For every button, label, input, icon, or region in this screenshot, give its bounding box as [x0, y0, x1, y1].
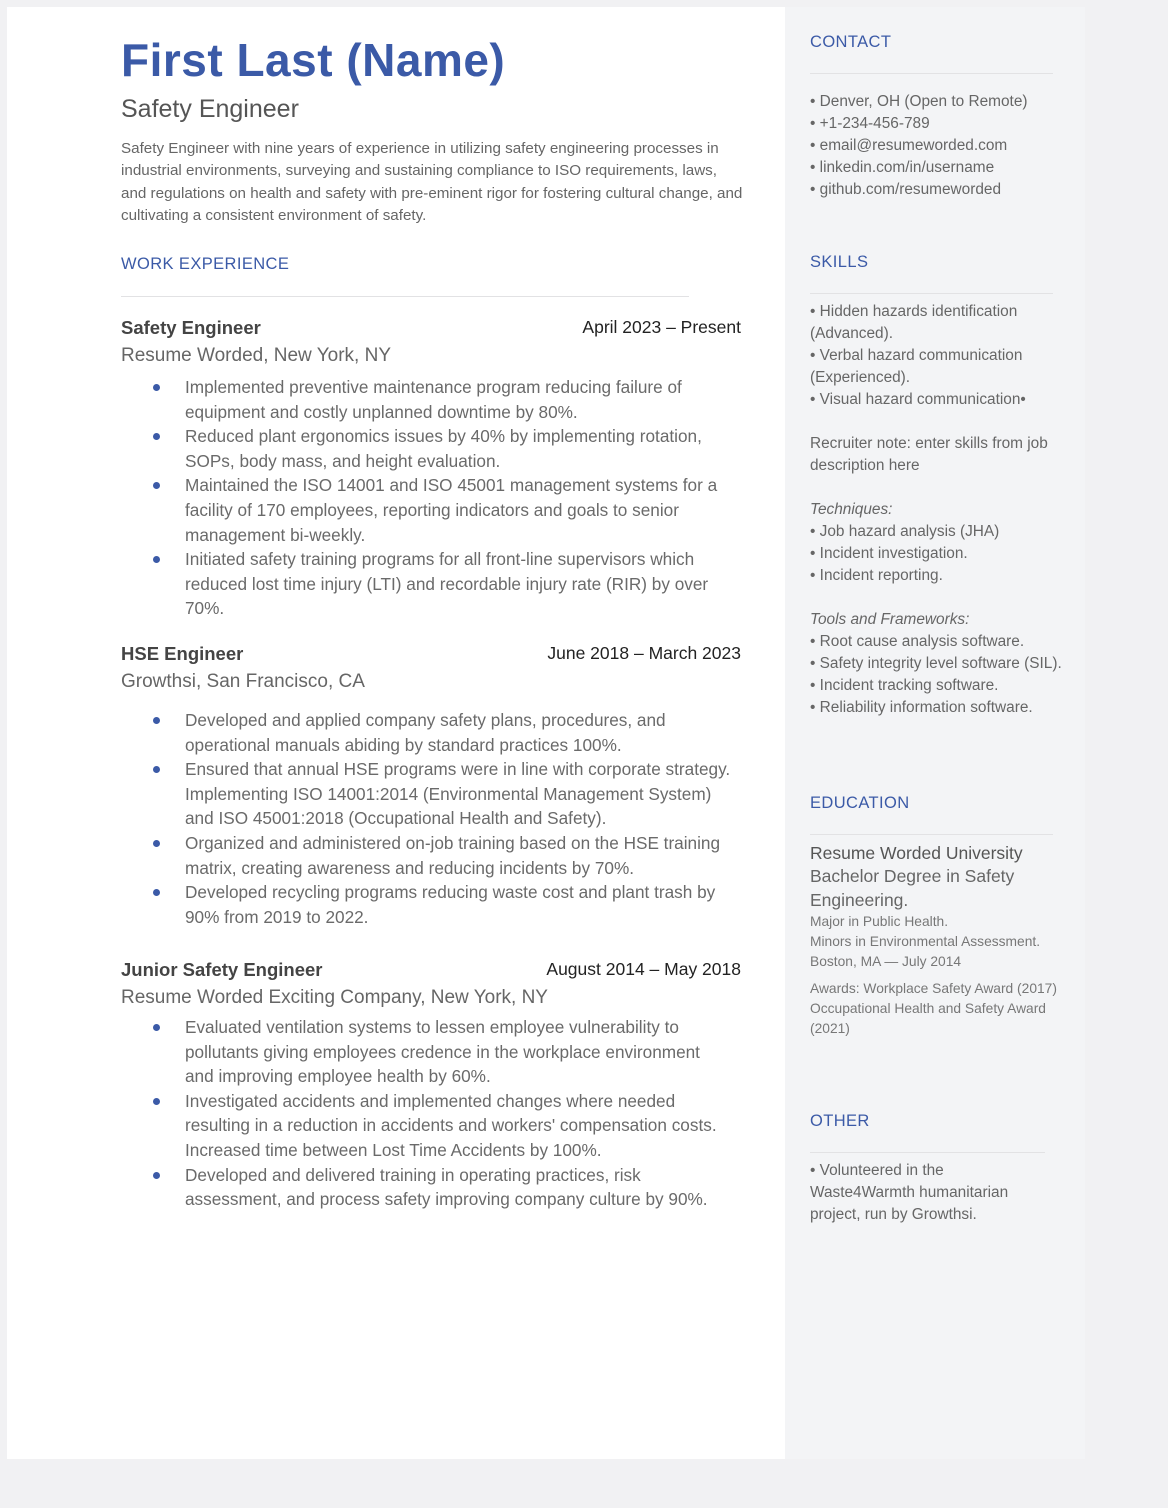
- bullet-text: Implemented preventive maintenance program reducing failure of equipment and costly unplanned downtime by 80%.: [185, 377, 682, 422]
- skills-list: [810, 301, 1065, 719]
- contact-phone: • +1-234-456-789: [810, 115, 930, 132]
- education-detail: Major in Public Health.: [810, 914, 949, 929]
- bullet-dot: [153, 717, 160, 724]
- bullet-dot: [153, 482, 160, 489]
- list-item: [121, 757, 741, 831]
- candidate-role: Safety Engineer: [121, 95, 299, 123]
- bullet-text: Ensured that annual HSE programs were in line with corporate strategy. Implementing ISO 14001:2014 (Environmental Management System) and ISO 45001:2018 (Occupational Health and Safety).: [185, 759, 731, 829]
- list-item: [121, 547, 741, 621]
- education-award: Awards: Workplace Safety Award (2017): [810, 981, 1057, 996]
- education-university: Resume Worded University: [810, 843, 1023, 863]
- job-bullets: [121, 375, 741, 621]
- bullet-dot: [153, 433, 160, 440]
- job-title: Safety Engineer: [121, 317, 261, 338]
- list-item: • Root cause analysis software.: [810, 633, 1025, 650]
- bullet-dot: [153, 840, 160, 847]
- contact-location: • Denver, OH (Open to Remote): [810, 93, 1028, 110]
- list-item: [121, 1015, 741, 1089]
- job-bullets: [121, 1015, 741, 1212]
- list-item: • Hidden hazards identification (Advanced).: [810, 303, 1018, 342]
- other-heading: OTHER: [810, 1112, 870, 1130]
- bullet-text: Organized and administered on-job training based on the HSE training matrix, creating awareness and reducing incidents by 70%.: [185, 832, 721, 878]
- job-title: HSE Engineer: [121, 643, 244, 664]
- list-item: • Incident reporting.: [810, 567, 943, 584]
- bullet-text: Developed and delivered training in operating practices, risk assessment, and process safety improving company culture by 90%.: [185, 1164, 708, 1210]
- bullet-text: Developed and applied company safety plans, procedures, and operational manuals abiding by standard practices 100%.: [185, 710, 666, 755]
- section-divider: [810, 73, 1053, 74]
- list-item: [121, 473, 741, 547]
- contact-heading: CONTACT: [810, 33, 892, 51]
- list-item: • Safety integrity level software (SIL).: [810, 655, 1062, 672]
- recruiter-note: Recruiter note: enter skills from job description here: [810, 435, 1048, 474]
- section-divider: [810, 293, 1053, 294]
- list-item: [121, 1089, 741, 1163]
- bullet-dot: [153, 1172, 160, 1179]
- contact-email[interactable]: • email@resumeworded.com: [810, 137, 1008, 154]
- job-dates: August 2014 – May 2018: [546, 959, 741, 979]
- skills-heading: SKILLS: [810, 253, 869, 271]
- job-title: Junior Safety Engineer: [121, 959, 323, 980]
- resume-page: [7, 7, 1085, 1459]
- bullet-text: Reduced plant ergonomics issues by 40% by implementing rotation, SOPs, body mass, and height evaluation.: [185, 426, 702, 471]
- sidebar: [785, 7, 1085, 1459]
- list-item: [121, 424, 741, 473]
- bullet-text: Investigated accidents and implemented changes where needed resulting in a reduction in accidents and workers' compensation costs. Increased time between Lost Time Accidents by 100%.: [185, 1090, 717, 1160]
- list-item: [121, 831, 741, 880]
- job-entry: [121, 959, 741, 1212]
- job-bullets: [121, 708, 741, 929]
- contact-linkedin[interactable]: • linkedin.com/in/username: [810, 159, 995, 176]
- tools-label: Tools and Frameworks:: [810, 611, 970, 628]
- education-degree: Bachelor Degree in Safety Engineering.: [810, 866, 1015, 910]
- list-item: • Visual hazard communication•: [810, 391, 1026, 408]
- contact-github[interactable]: • github.com/resumeworded: [810, 181, 1002, 198]
- other-list: [810, 1160, 1035, 1226]
- list-item: • Reliability information software.: [810, 699, 1033, 716]
- job-entry: [121, 317, 741, 621]
- job-company: Resume Worded, New York, NY: [121, 345, 391, 366]
- job-company: Resume Worded Exciting Company, New York, NY: [121, 987, 548, 1008]
- job-company: Growthsi, San Francisco, CA: [121, 671, 365, 692]
- education-detail: Minors in Environmental Assessment.: [810, 934, 1041, 949]
- bullet-dot: [153, 766, 160, 773]
- list-item: [121, 375, 741, 424]
- bullet-dot: [153, 384, 160, 391]
- list-item: [121, 1163, 741, 1212]
- job-dates: June 2018 – March 2023: [547, 643, 741, 663]
- section-divider: [810, 1152, 1045, 1153]
- list-item: • Incident investigation.: [810, 545, 968, 562]
- candidate-name: First Last (Name): [121, 34, 506, 86]
- bullet-dot: [153, 889, 160, 896]
- education-award: Occupational Health and Safety Award (2021): [810, 1001, 1046, 1036]
- bullet-text: Initiated safety training programs for all front-line supervisors which reduced lost time injury (LTI) and recordable injury rate (RIR) by over 70%.: [185, 549, 709, 619]
- job-dates: April 2023 – Present: [582, 317, 741, 337]
- list-item: [121, 708, 741, 757]
- list-item: • Volunteered in the Waste4Warmth humanitarian project, run by Growthsi.: [810, 1162, 1009, 1223]
- education-heading: EDUCATION: [810, 794, 910, 812]
- techniques-label: Techniques:: [810, 501, 893, 518]
- bullet-text: Developed recycling programs reducing waste cost and plant trash by 90% from 2019 to 2022.: [185, 882, 716, 927]
- contact-list: [810, 91, 1065, 201]
- summary-paragraph: Safety Engineer with nine years of experience in utilizing safety engineering processes in industrial environments, surveying and sustaining compliance to ISO requirements, laws, and regulations on health and safety with pre-eminent rigor for fostering cultural change, and cultivating a consistent environment of safety.: [121, 140, 743, 224]
- list-item: • Job hazard analysis (JHA): [810, 523, 1000, 540]
- work-experience-heading: WORK EXPERIENCE: [121, 255, 290, 273]
- education-detail: Boston, MA — July 2014: [810, 954, 962, 969]
- section-divider: [121, 296, 689, 297]
- bullet-dot: [153, 1098, 160, 1105]
- bullet-text: Maintained the ISO 14001 and ISO 45001 management systems for a facility of 170 employees, reporting indicators and goals to senior management bi-weekly.: [185, 475, 718, 545]
- bullet-text: Evaluated ventilation systems to lessen employee vulnerability to pollutants giving employees credence in the workplace environment and improving employee health by 60%.: [185, 1017, 700, 1087]
- education-block: [810, 842, 1060, 1039]
- bullet-dot: [153, 556, 160, 563]
- list-item: • Incident tracking software.: [810, 677, 999, 694]
- section-divider: [810, 834, 1053, 835]
- bullet-dot: [153, 1024, 160, 1031]
- list-item: • Verbal hazard communication (Experienced).: [810, 347, 1023, 386]
- list-item: [121, 880, 741, 929]
- job-entry: [121, 643, 741, 929]
